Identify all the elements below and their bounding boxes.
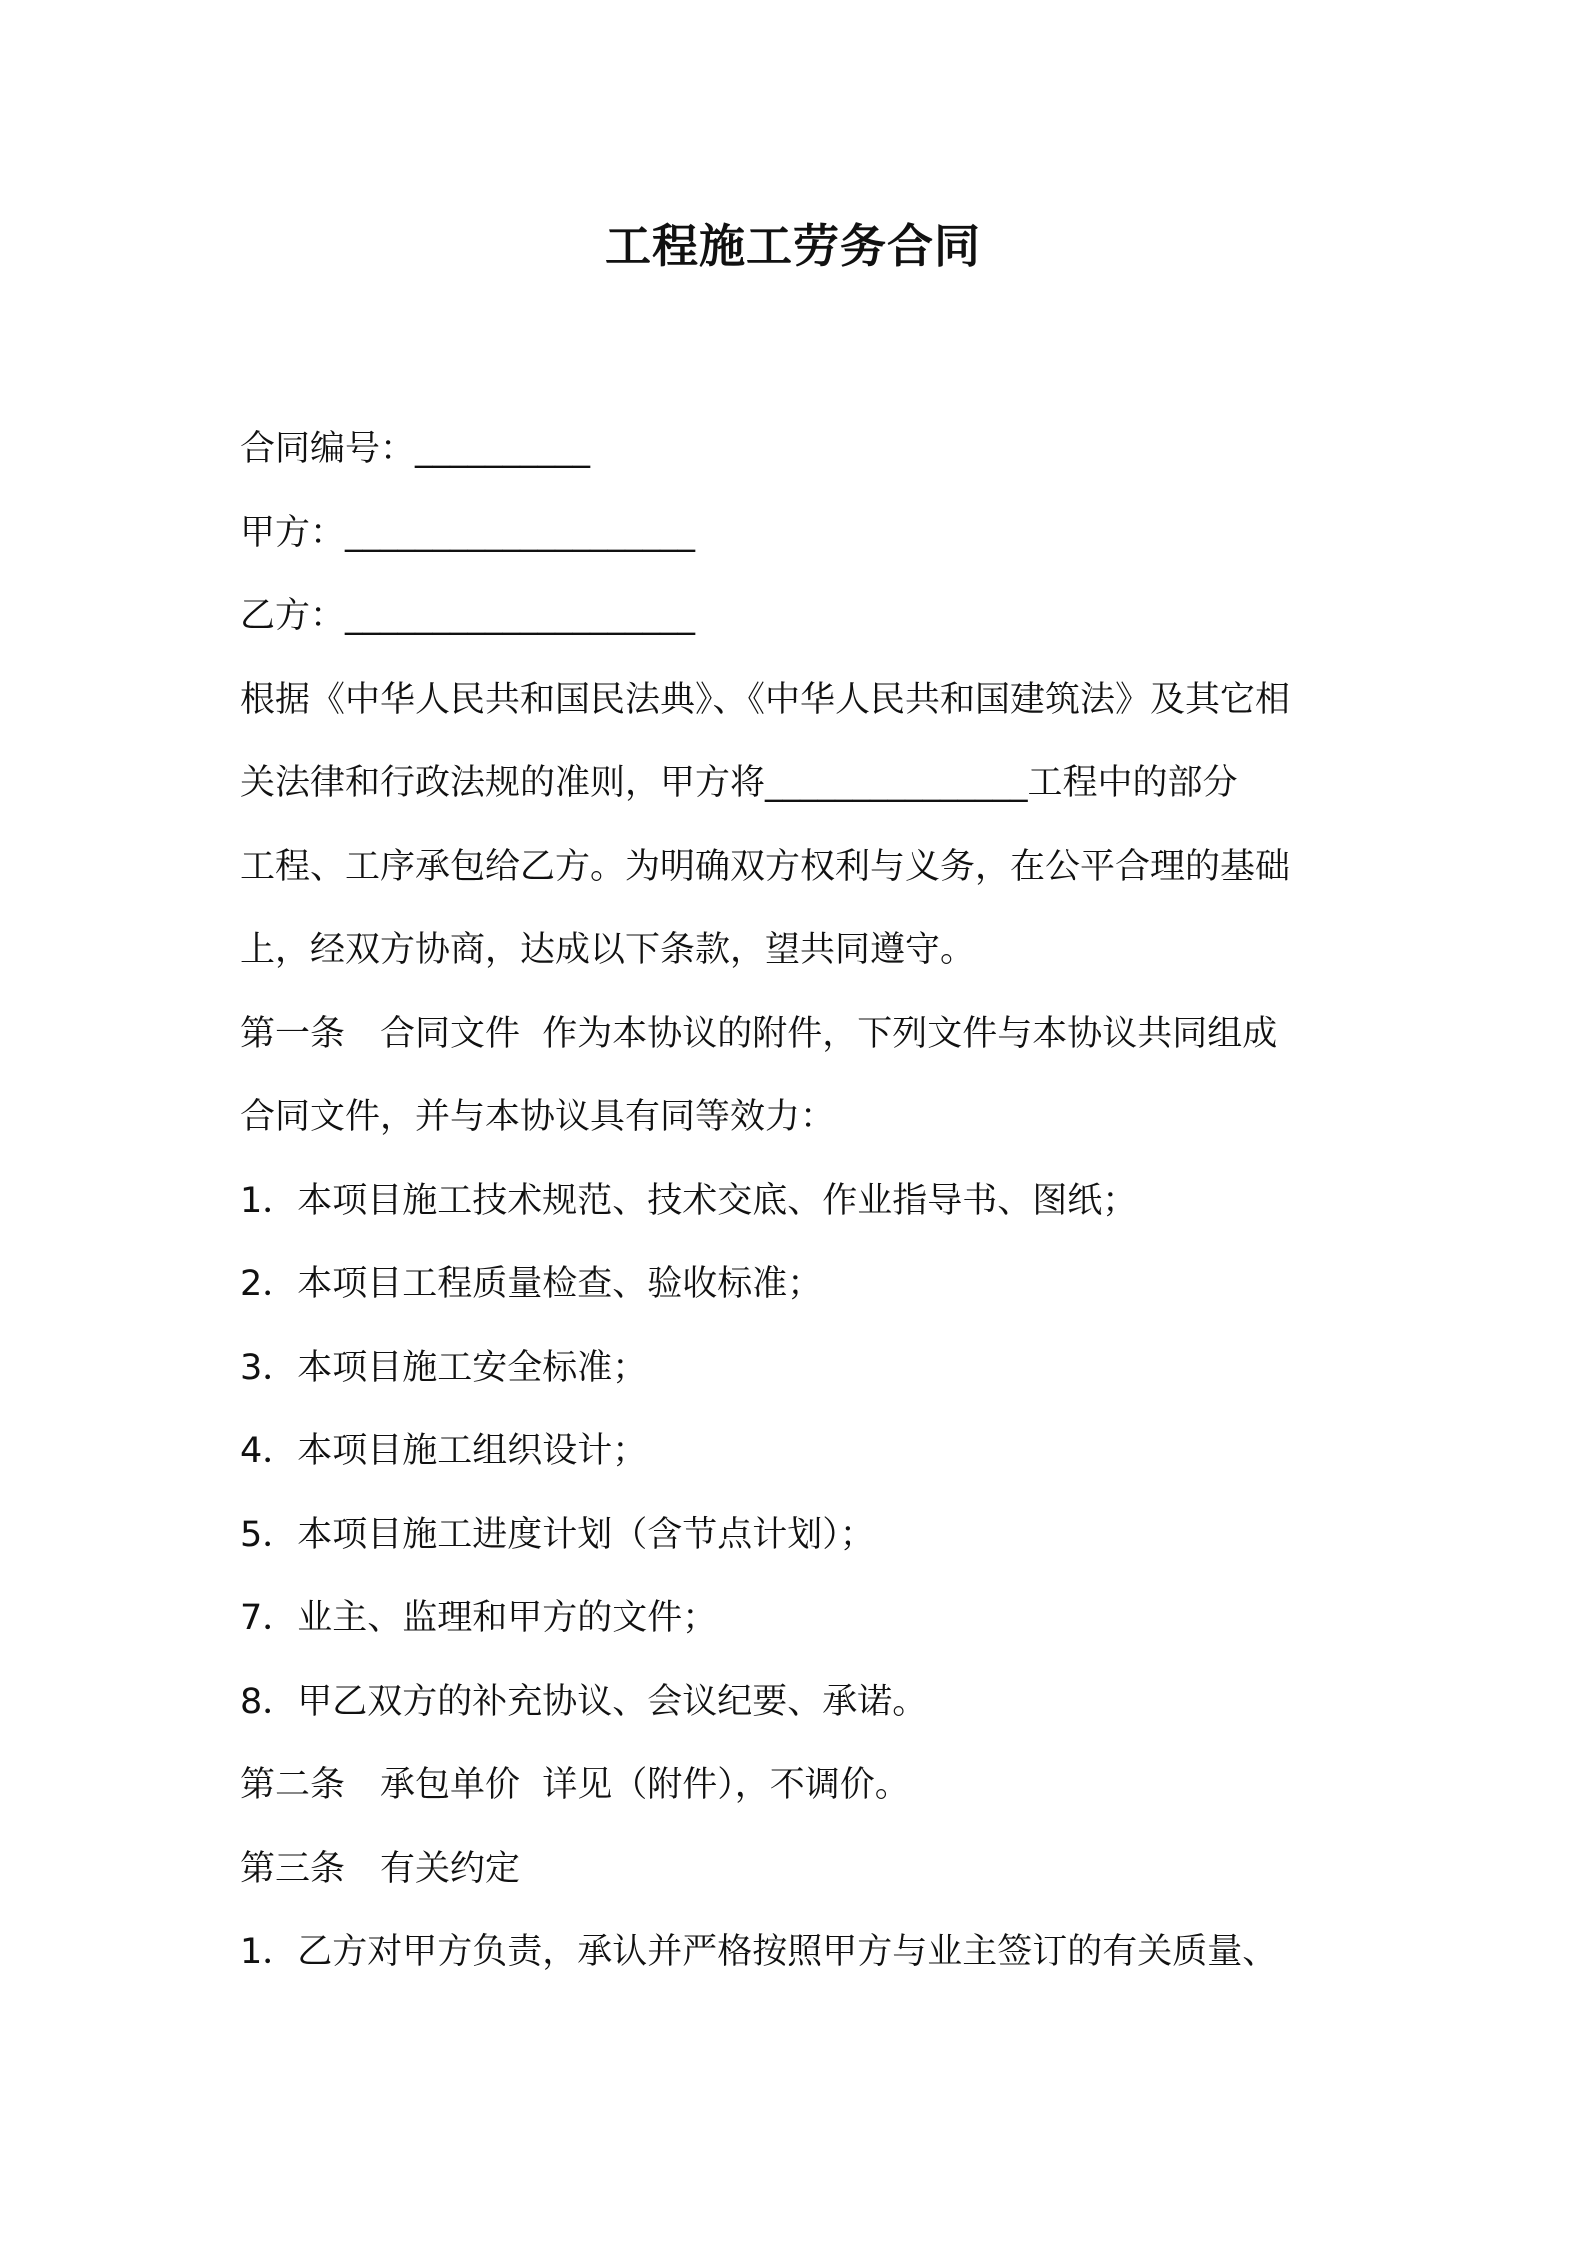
list-item: 7．业主、监理和甲方的文件； bbox=[240, 1598, 718, 1638]
preamble-line: 关法律和行政法规的准则，甲方将_______________工程中的部分 bbox=[240, 763, 1238, 803]
article-1-line: 第一条 合同文件 作为本协议的附件，下列文件与本协议共同组成 bbox=[240, 1013, 1278, 1054]
article-1-line: 合同文件，并与本协议具有同等效力： bbox=[240, 1097, 836, 1137]
document-title: 工程施工劳务合同 bbox=[605, 219, 981, 273]
list-item: 1．乙方对甲方负责，承认并严格按照甲方与业主签订的有关质量、 bbox=[240, 1932, 1278, 1972]
contract-number-line: 合同编号：__________ bbox=[240, 429, 591, 469]
list-item: 3．本项目施工安全标准； bbox=[240, 1347, 648, 1388]
party-a-line: 甲方：____________________ bbox=[240, 512, 696, 553]
list-item: 5．本项目施工进度计划（含节点计划）； bbox=[240, 1514, 875, 1555]
preamble-line: 根据《中华人民共和国民法典》、《中华人民共和国建筑法》及其它相 bbox=[240, 679, 1291, 720]
party-b-line: 乙方：____________________ bbox=[240, 596, 696, 636]
article-3-heading: 第三条 有关约定 bbox=[240, 1848, 521, 1889]
preamble-line: 工程、工序承包给乙方。为明确双方权利与义务，在公平合理的基础 bbox=[240, 846, 1291, 887]
list-item: 8．甲乙双方的补充协议、会议纪要、承诺。 bbox=[240, 1681, 928, 1722]
document-body bbox=[240, 408, 1360, 1995]
list-item: 2．本项目工程质量检查、验收标准； bbox=[240, 1264, 823, 1304]
list-item: 4．本项目施工组织设计； bbox=[240, 1431, 648, 1471]
article-2-line: 第二条 承包单价 详见（附件），不调价。 bbox=[240, 1765, 910, 1805]
preamble-line: 上，经双方协商，达成以下条款，望共同遵守。 bbox=[240, 930, 976, 970]
list-item: 1．本项目施工技术规范、技术交底、作业指导书、图纸； bbox=[240, 1180, 1138, 1221]
